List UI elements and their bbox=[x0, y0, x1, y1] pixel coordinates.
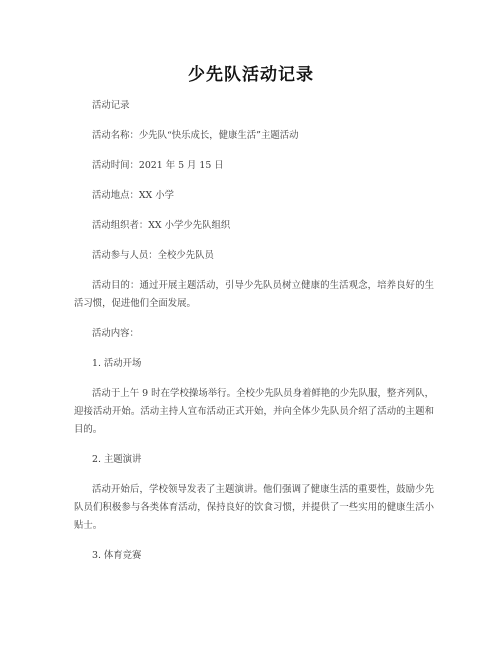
paragraph-record-label: 活动记录 bbox=[92, 100, 130, 111]
paragraph-activity-name: 活动名称：少先队“快乐成长，健康生活”主题活动 bbox=[92, 130, 299, 141]
paragraph-participants: 活动参与人员：全校少先队员 bbox=[92, 250, 214, 261]
document-body bbox=[74, 97, 434, 577]
paragraph-opening: 活动于上午 9 时在学校操场举行。全校少先队员身着鲜艳的少先队服，整齐列队，迎接活动开始。活动主持人宣布活动正式开始，并向全体少先队员介绍了活动的主题和目的。 bbox=[74, 388, 434, 435]
paragraph-purpose: 活动目的：通过开展主题活动，引导少先队员树立健康的生活观念，培养良好的生活习惯，促进他们全面发展。 bbox=[74, 280, 434, 309]
paragraph-speech: 活动开始后，学校领导发表了主题演讲。他们强调了健康生活的重要性，鼓励少先队员们积极参与各类体育活动，保持良好的饮食习惯，并提供了一些实用的健康生活小贴士。 bbox=[74, 484, 434, 531]
paragraph-activity-time: 活动时间：2021 年 5 月 15 日 bbox=[92, 160, 224, 171]
paragraph-content-heading: 活动内容： bbox=[92, 328, 139, 339]
section-heading-sports: 3. 体育竞赛 bbox=[92, 550, 142, 561]
section-heading-opening: 1. 活动开场 bbox=[92, 358, 142, 369]
paragraph-activity-location: 活动地点：XX 小学 bbox=[92, 190, 174, 201]
document-title: 少先队活动记录 bbox=[188, 65, 314, 85]
section-heading-speech: 2. 主题演讲 bbox=[92, 454, 142, 465]
paragraph-organizer: 活动组织者：XX 小学少先队组织 bbox=[92, 220, 231, 231]
